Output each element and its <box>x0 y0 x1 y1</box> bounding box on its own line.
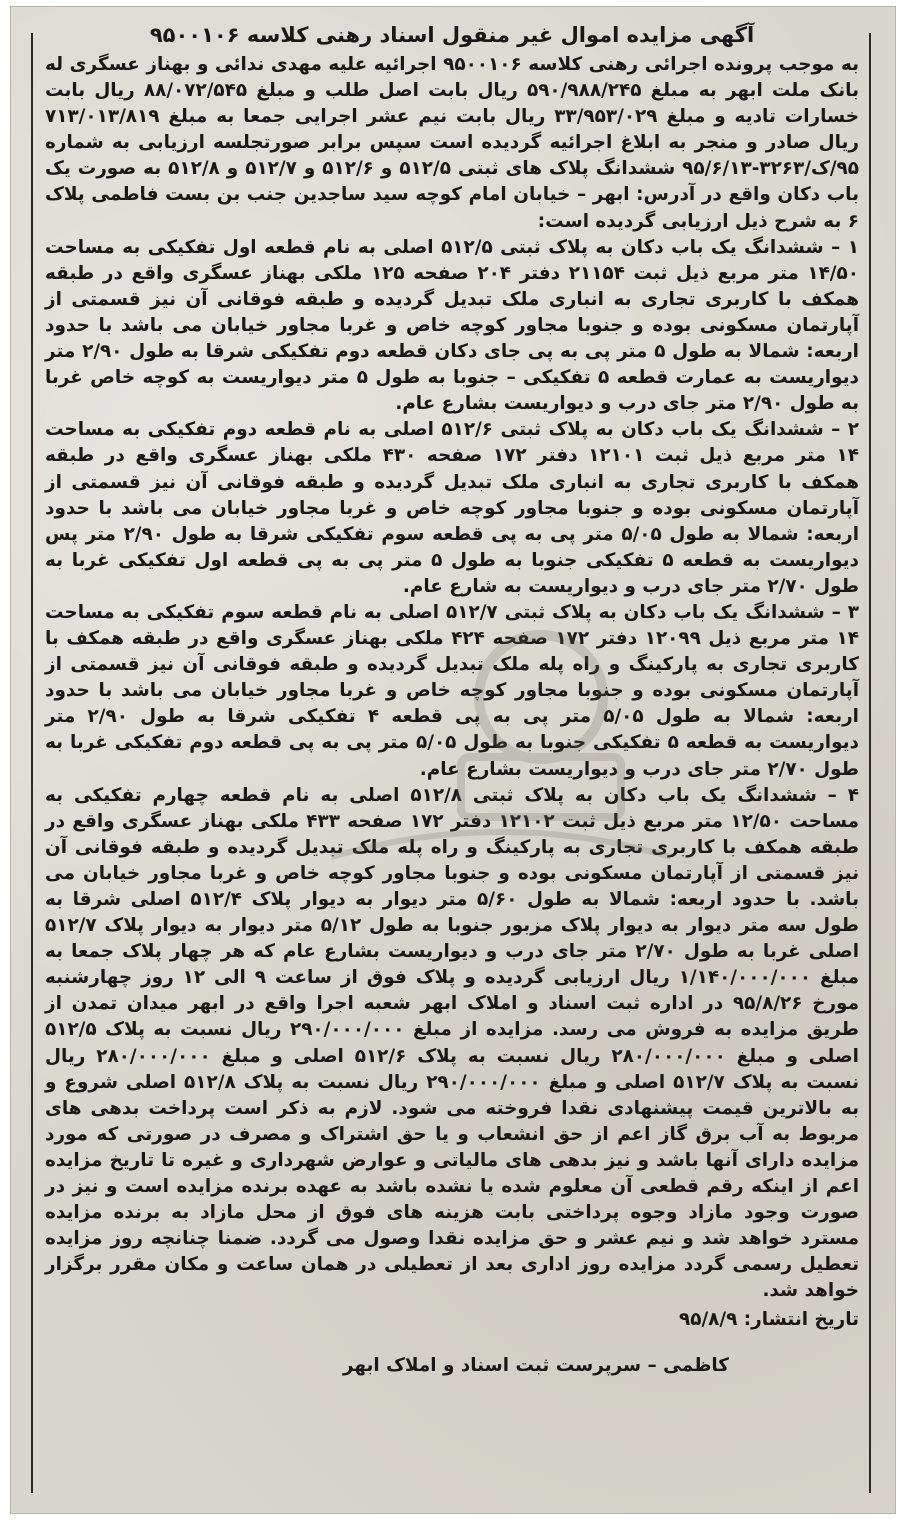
notice-title: آگهی مزایده اموال غیر منقول اسناد رهنی کلاسه ۹۵۰۰۱۰۶ <box>149 23 755 47</box>
notice-item-3: ۳ – ششدانگ یک باب دکان به پلاک ثبتی ۵۱۲/۷ اصلی به نام قطعه سوم تفکیکی به مساحت ۱۴ متر مربع ذیل ۱۲۰۹۹ دفتر ۱۷۲ صفحه ۴۲۴ ملکی بهناز عسگری واقع در طبقه همکف با کاربری تجاری به پارکینگ و راه پله ملک تبدیل گردیده و طبقه فوقانی آن نیز قسمتی از آپارتمان مسکونی بوده و جنوبا مجاور کوچه خاص و غربا مجاور خیابان می باشد با حدود اربعه: شمالا به طول ۵/۰۵ متر پی به پی قطعه ۴ تفکیکی شرقا به طول ۲/۹۰ متر دیواریست به قطعه ۵ تفکیکی جنوبا به طول ۵/۰۵ متر پی به پی قطعه دوم تفکیکی غربا به طول ۲/۷۰ متر جای درب و دیواریست بشارع عام. <box>45 601 859 780</box>
right-border-rule <box>869 33 871 1493</box>
notice-item-4: ۴ – ششدانگ یک باب دکان به پلاک ثبتی ۵۱۲/۸ اصلی به نام قطعه چهارم تفکیکی به مساحت ۱۲/۵۰ متر مربع ذیل ثبت ۱۲۱۰۲ دفتر ۱۷۲ صفحه ۴۳۳ ملکی بهناز عسگری واقع در طبقه همکف با کاربری تجاری به پارکینگ و راه پله ملک تبدیل گردیده و طبقه فوقانی آن نیز قسمتی از آپارتمان مسکونی بوده و جنوبا مجاور کوچه خاص و غربا مجاور خیابان می باشد. با حدود اربعه: شمالا به طول ۵/۶۰ متر دیوار به دیوار پلاک ۵۱۲/۴ اصلی شرقا به طول سه متر دیوار به دیوار پلاک مزبور جنوبا به طول ۵/۱۲ متر دیوار به دیوار پلاک ۵۱۲/۷ اصلی غربا به طول ۲/۷۰ متر جای درب و دیواریست بشارع عام که هر چهار پلاک جمعا به مبلغ ۱/۱۴۰/۰۰۰/۰۰۰ ریال ارزیابی گردیده و پلاک فوق از ساعت ۹ الی ۱۲ روز چهارشنبه مورخ ۹۵/۸/۲۶ در اداره ثبت اسناد و املاک ابهر شعبه اجرا واقع در ابهر میدان تمدن از طریق مزایده به فروش می رسد. مزایده از مبلغ ۲۹۰/۰۰۰/۰۰۰ ریال نسبت به پلاک ۵۱۲/۵ اصلی و مبلغ ۲۸۰/۰۰۰/۰۰۰ ریال نسبت به پلاک ۵۱۲/۶ اصلی و مبلغ ۲۸۰/۰۰۰/۰۰۰ ریال نسبت به پلاک ۵۱۲/۷ اصلی و مبلغ ۲۹۰/۰۰۰/۰۰۰ ریال نسبت به پلاک ۵۱۲/۸ اصلی شروع و به بالاترین قیمت پیشنهادی نقدا فروخته می شود. لازم به ذکر است پرداخت بدهی های مربوط به آب برق گاز اعم از حق انشعاب و یا حق اشتراک و مصرف در صورتی که مورد مزایده دارای آنها باشد و نیز بدهی های مالیاتی و عوارض شهرداری و غیره تا تاریخ مزایده اعم از اینکه رقم قطعی آن معلوم شده یا نشده باشد به عهده برنده مزایده است و نیز در صورت وجود مازاد وجوه پرداختی بابت هزینه های فوق از محل مازاد به برنده مزایده مسترد خواهد شد و نیم عشر و حق مزایده نقدا وصول می گردد. ضمنا چنانچه روز مزایده تعطیل رسمی گردد مزایده روز اداری بعد از تعطیلی در همان ساعت و مکان مقرر برگزار خواهد شد. <box>45 784 860 1302</box>
publish-date: تاریخ انتشار: ۹۵/۸/۹ <box>679 1308 859 1330</box>
newspaper-clipping <box>10 6 896 1514</box>
signature-line: کاظمی – سرپرست ثبت اسناد و املاک ابهر <box>342 1354 729 1376</box>
notice-item-1: ۱ – ششدانگ یک باب دکان به پلاک ثبتی ۵۱۲/۵ اصلی به نام قطعه اول تفکیکی به مساحت ۱۴/۵۰ متر مربع ذیل ثبت ۲۱۱۵۴ دفتر ۲۰۴ صفحه ۱۲۵ ملکی بهناز عسگری واقع در طبقه همکف با کاربری تجاری به انباری ملک تبدیل گردیده و طبقه فوقانی آن نیز قسمتی از آپارتمان مسکونی بوده و جنوبا مجاور کوچه خاص و غربا مجاور خیابان می باشد با حدود اربعه: شمالا به طول ۵ متر پی به پی جای دکان قطعه دوم تفکیکی شرقا به طول ۲/۹۰ متر دیواریست به عمارت قطعه ۵ تفکیکی – جنوبا به طول ۵ متر دیواریست به کوچه خاص غربا به طول ۲/۹۰ متر جای درب و دیواریست بشارع عام. <box>45 236 860 415</box>
notice-item-2: ۲ – ششدانگ یک باب دکان به پلاک ثبتی ۵۱۲/۶ اصلی به نام قطعه دوم تفکیکی به مساحت ۱۴ متر مربع ذیل ثبت ۱۲۱۰۱ دفتر ۱۷۲ صفحه ۴۳۰ ملکی بهناز عسگری واقع در طبقه همکف با کاربری تجاری به انباری ملک تبدیل گردیده و طبقه فوقانی آن نیز قسمتی از آپارتمان مسکونی بوده و جنوبا مجاور کوچه خاص و غربا مجاور خیابان می باشد با حدود اربعه: شمالا به طول ۵/۰۵ متر پی به پی قطعه سوم تفکیکی شرقا به طول ۲/۹۰ متر پس دیواریست به قطعه ۵ تفکیکی جنوبا به طول ۵ متر پی به پی قطعه اول تفکیکی غربا به طول ۲/۷۰ متر جای درب و دیواریست به شارع عام. <box>45 419 860 597</box>
left-border-rule <box>31 33 33 1493</box>
notice-intro-paragraph: به موجب پرونده اجرائی رهنی کلاسه ۹۵۰۰۱۰۶ اجرائیه علیه مهدی ندائی و بهناز عسگری له بانک ملت ابهر به مبلغ ۵۹۰/۹۸۸/۲۴۵ ریال بابت اصل طلب و مبلغ ۸۸/۰۷۲/۵۴۵ ریال بابت خسارات تادیه و مبلغ ۳۳/۹۵۳/۰۲۹ ریال بابت نیم عشر اجرایی جمعا به مبلغ ۷۱۳/۰۱۳/۸۱۹ ریال صادر و منجر به ابلاغ اجرائیه گردیده است سپس برابر صورتجلسه ارزیابی به شماره ۹۵/ک/۳۲۶۳-۹۵/۶/۱۳ ششدانگ پلاک های ثبتی ۵۱۲/۵ و ۵۱۲/۶ و ۵۱۲/۷ و ۵۱۲/۸ به صورت یک باب دکان واقع در آدرس: ابهر – خیابان امام کوچه سید ساجدین جنب بن بست فاطمی پلاک ۶ به شرح ذیل ارزیابی گردیده است: <box>45 54 859 232</box>
